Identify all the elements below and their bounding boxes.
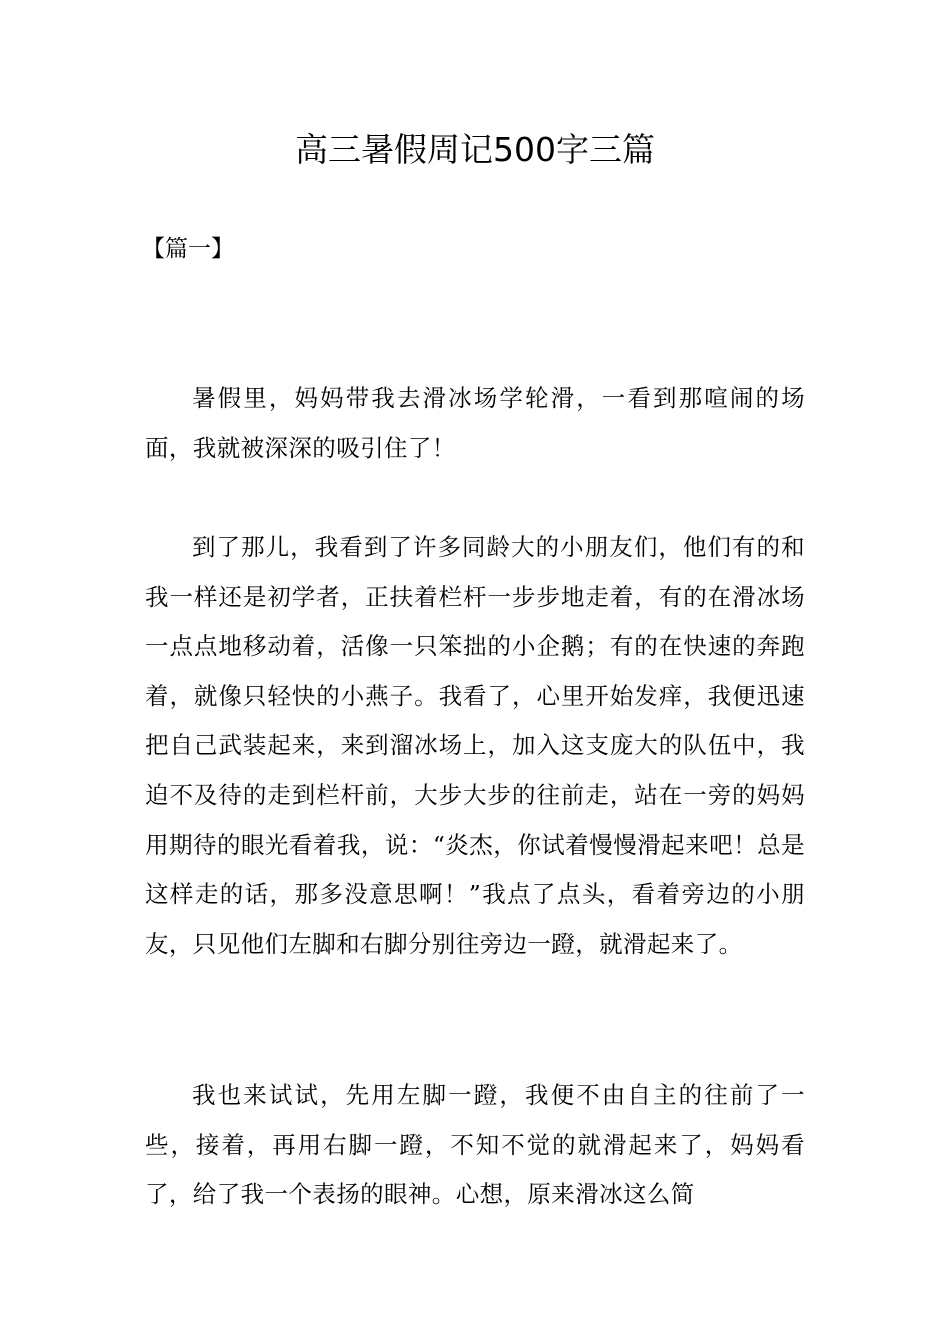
paragraph: 到了那儿，我看到了许多同龄大的小朋友们，他们有的和我一样还是初学者，正扶着栏杆一步步地走着，有的在滑冰场一点点地移动着，活像一只笨拙的小企鹅；有的在快速的奔跑着，就像只轻快的小燕子。我看了，心里开始发痒，我便迅速把自己武装起来，来到溜冰场上，加入这支庞大的队伍中，我迫不及待的走到栏杆前，大步大步的往前走，站在一旁的妈妈用期待的眼光看着我，说：“炎杰，你试着慢慢滑起来吧！总是这样走的话，那多没意思啊！”我点了点头，看着旁边的小朋友，只见他们左脚和右脚分别往旁边一蹬，就滑起来了。 [145, 533, 805, 958]
section-heading: 【篇一】 [142, 236, 234, 262]
paragraph: 暑假里，妈妈带我去滑冰场学轮滑，一看到那喧闹的场面，我就被深深的吸引住了！ [145, 384, 805, 462]
paragraph: 我也来试试，先用左脚一蹬，我便不由自主的往前了一些，接着，再用右脚一蹬，不知不觉的就滑起来了，妈妈看了，给了我一个表扬的眼神。心想，原来滑冰这么简 [145, 1081, 805, 1209]
document-title: 高三暑假周记500字三篇 [295, 130, 655, 169]
